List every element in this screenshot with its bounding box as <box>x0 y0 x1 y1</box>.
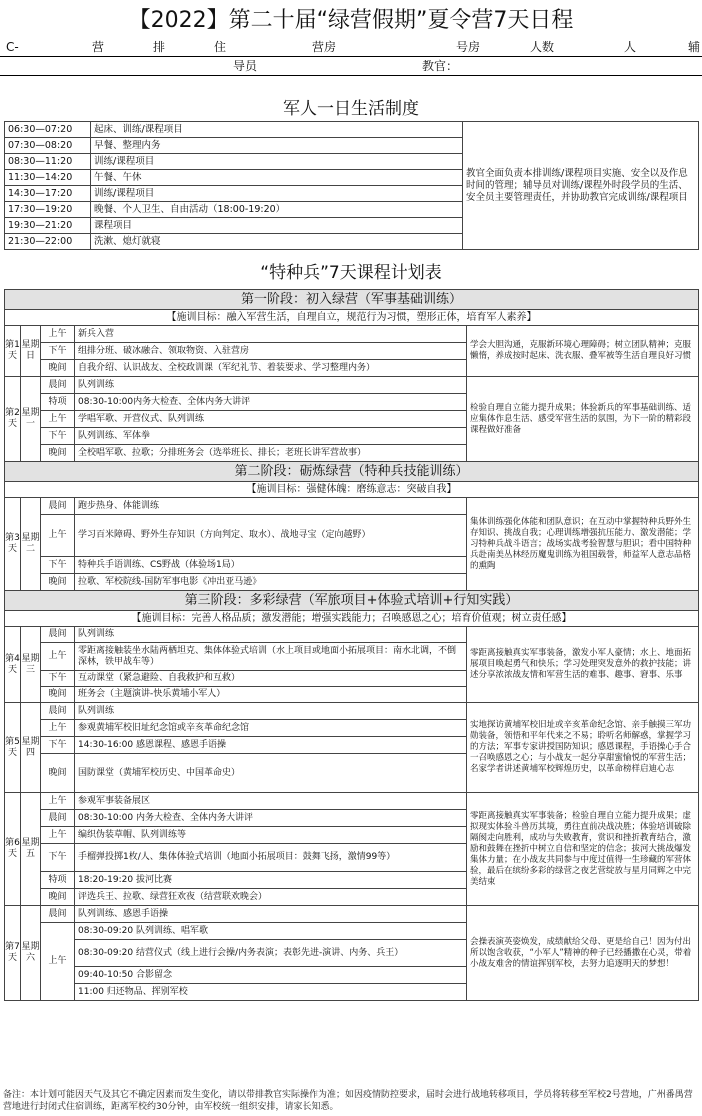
content-cell: 队列训练、军体拳 <box>75 428 467 445</box>
activity-cell: 起床、训练/课程项目 <box>91 122 463 138</box>
day-summary: 集体训练强化体能和团队意识；在互动中掌握特种兵野外生存知识、挑战自我；心理训练增强抗压能力、激发潜能；学习特种兵战斗语言；战场实战考验智慧与胆识；看中国特种兵赴南美丛林经历魔鬼训练为祖国载誉，师益军人意志品格的熏陶 <box>467 498 699 591</box>
slot-cell: 特项 <box>41 394 75 411</box>
day-summary: 会操表演英姿焕发，成绩献给父母、更是给自己！因为付出所以饱含收获，“小军人”精神的种子已经播撒在心灵，带着小战友难舍的情谊挥别军校，去努力追逐明天的梦想！ <box>467 906 699 1001</box>
content-cell: 学唱军歌、开营仪式、队列训练 <box>75 411 467 428</box>
plan-table <box>4 289 699 1001</box>
content-cell: 全校唱军歌、拉歌；分排班务会（选举班长、排长；老班长讲军营故事） <box>75 445 467 462</box>
content-cell: 学习百米障碍、野外生存知识（方向判定、取水）、战地寻宝（定向越野） <box>75 515 467 557</box>
day-label: 第4天 <box>5 627 21 703</box>
slot-cell: 晨间 <box>41 377 75 394</box>
slot-cell: 晨间 <box>41 627 75 643</box>
weekday-label: 星期四 <box>21 703 41 793</box>
phase-title-row <box>5 290 699 310</box>
content-cell: 班务会（主题演讲-快乐黄埔小军人） <box>75 687 467 703</box>
slot-cell: 下午 <box>41 557 75 574</box>
phase-goal: 【施训目标：完善人格品质；激发潜能；增强实践能力；召唤感恩之心；培育价值观；树立责任感】 <box>5 611 699 627</box>
slot-cell: 晚间 <box>41 754 75 793</box>
platoon-label: 排 <box>153 40 166 54</box>
content-cell: 18:20-19:20 拔河比赛 <box>75 872 467 889</box>
slot-cell: 上午 <box>41 515 75 557</box>
activity-cell: 训练/课程项目 <box>91 186 463 202</box>
slot-cell: 晚间 <box>41 687 75 703</box>
page-title: 【2022】第二十届“绿营假期”夏令营7天日程 <box>128 8 574 33</box>
content-cell: 国防课堂（黄埔军校历史、中国革命史） <box>75 754 467 793</box>
content-cell: 新兵入营 <box>75 326 467 343</box>
slot-cell: 晚间 <box>41 445 75 462</box>
phase-goal-row <box>5 310 699 326</box>
activity-cell: 课程项目 <box>91 218 463 234</box>
time-cell: 17:30—19:20 <box>5 202 91 218</box>
phase-goal-row <box>5 611 699 627</box>
headcount-label: 人数 <box>530 40 555 54</box>
slot-cell: 上午 <box>41 923 75 1001</box>
barracks-label: 营房 <box>312 40 337 54</box>
weekday-label: 星期五 <box>21 793 41 906</box>
counselor-label: 辅 <box>688 40 701 54</box>
slot-cell: 下午 <box>41 343 75 360</box>
time-cell: 06:30—07:20 <box>5 122 91 138</box>
slot-cell: 晚间 <box>41 574 75 591</box>
phase-title: 第二阶段：砺炼绿营（特种兵技能训练） <box>5 462 699 482</box>
slot-cell: 下午 <box>41 428 75 445</box>
time-cell: 07:30—08:20 <box>5 138 91 154</box>
day-label: 第5天 <box>5 703 21 793</box>
content-cell: 编织伪装草帽、队列训练等 <box>75 827 467 844</box>
slot-cell: 晚间 <box>41 889 75 906</box>
time-cell: 14:30—17:20 <box>5 186 91 202</box>
weekday-label: 星期日 <box>21 326 41 377</box>
day-label: 第7天 <box>5 906 21 1001</box>
content-cell: 参观军事装备展区 <box>75 793 467 810</box>
day-label: 第1天 <box>5 326 21 377</box>
content-cell: 08:30-09:20 队列训练、唱军歌 <box>75 923 467 940</box>
header-underline-2 <box>0 75 702 76</box>
daily-note: 教官全面负责本排训练/课程项目实施、安全以及作息时间的管理；辅导员对训练/课程外时段学员的生活、安全员主要管理责任，并协助教官完成训练/课程项目 <box>463 122 699 250</box>
content-cell: 互动课堂（紧急避险、自我救护和互救） <box>75 671 467 687</box>
counselor-label-2: 导员 <box>233 59 258 73</box>
day-summary: 零距离接触真实军事装备，激发小军人豪情；水上、地面拓展项目唤起勇气和快乐；学习处理突发意外的救护技能；讲述分享浓浓战友情和军营生活的难事、趣事、窘事、乐事 <box>467 627 699 703</box>
weekday-label: 星期一 <box>21 377 41 462</box>
content-cell: 跑步热身、体能训练 <box>75 498 467 515</box>
time-cell: 21:30—22:00 <box>5 234 91 250</box>
content-cell: 自我介绍、认识战友、全校政训课（军纪礼节、着装要求、学习整理内务） <box>75 360 467 377</box>
time-cell: 08:30—11:20 <box>5 154 91 170</box>
day-summary: 检验自理自立能力提升成果；体验新兵的军事基础训练、适应集体作息生活、感受军营生活的氛围，为下一阶的精彩段课程做好准备 <box>467 377 699 462</box>
weekday-label: 星期六 <box>21 906 41 1001</box>
header-underline-1 <box>0 56 702 57</box>
daily-schedule-title: 军人一日生活制度 <box>283 99 419 119</box>
content-cell: 11:00 归还物品、挥别军校 <box>75 984 467 1001</box>
slot-cell: 下午 <box>41 737 75 754</box>
camp-code-label: C- <box>6 40 19 54</box>
content-cell: 14:30-16:00 感恩课程、感恩手语操 <box>75 737 467 754</box>
time-cell: 11:30—14:20 <box>5 170 91 186</box>
instructor-label: 教官： <box>422 59 459 73</box>
person-label: 人 <box>624 40 637 54</box>
activity-cell: 洗漱、熄灯就寝 <box>91 234 463 250</box>
activity-cell: 午餐、午休 <box>91 170 463 186</box>
content-cell: 队列训练 <box>75 627 467 643</box>
table-row <box>5 627 699 643</box>
plan-title: “特种兵”7天课程计划表 <box>260 263 442 283</box>
content-cell: 特种兵手语训练、CS野战（体验场1局） <box>75 557 467 574</box>
weekday-label: 星期三 <box>21 627 41 703</box>
day-summary: 学会大胆沟通，克服新环境心理障碍；树立团队精神；克服懒惰，养成按时起床、洗衣服、叠军被等生活自理良好习惯 <box>467 326 699 377</box>
phase-title: 第三阶段：多彩绿营（军旅项目+体验式培训+行知实践） <box>5 591 699 611</box>
weekday-label: 星期二 <box>21 498 41 591</box>
content-cell: 08:30-09:20 结营仪式（线上进行会操/内务表演；表彰先进-演讲、内务、兵王） <box>75 940 467 967</box>
phase-title-row <box>5 591 699 611</box>
activity-cell: 晚餐、个人卫生、自由活动（18:00-19:20） <box>91 202 463 218</box>
slot-cell: 上午 <box>41 827 75 844</box>
phase-title: 第一阶段：初入绿营（军事基础训练） <box>5 290 699 310</box>
slot-cell: 上午 <box>41 793 75 810</box>
table-row <box>5 793 699 810</box>
slot-cell: 晨间 <box>41 906 75 923</box>
slot-cell: 下午 <box>41 844 75 872</box>
slot-cell: 上午 <box>41 411 75 428</box>
content-cell: 参观黄埔军校旧址纪念馆或辛亥革命纪念馆 <box>75 720 467 737</box>
phase-goal: 【施训目标：融入军营生活，自理自立，规范行为习惯，塑形正体，培育军人素养】 <box>5 310 699 326</box>
content-cell: 拉歌、军校院线-国防军事电影《冲出亚马逊》 <box>75 574 467 591</box>
stay-label: 住 <box>214 40 227 54</box>
slot-cell: 特项 <box>41 872 75 889</box>
content-cell: 评选兵王、拉歌、绿营狂欢夜（结营联欢晚会） <box>75 889 467 906</box>
slot-cell: 上午 <box>41 720 75 737</box>
activity-cell: 训练/课程项目 <box>91 154 463 170</box>
content-cell: 零距离接触装坐水陆两栖坦克、集体体验式培训（水上项目或地面小拓展项目：南水北调，不倒深林，铁甲战车等） <box>75 643 467 671</box>
camp-label: 营 <box>92 40 105 54</box>
content-cell: 08:30-10:00 内务大检查、全体内务大讲评 <box>75 810 467 827</box>
phase-goal-row <box>5 482 699 498</box>
slot-cell: 晨间 <box>41 703 75 720</box>
content-cell: 手榴弹投掷1枚/人、集体体验式培训（地面小拓展项目：鼓舞飞扬，激情99等） <box>75 844 467 872</box>
content-cell: 队列训练 <box>75 703 467 720</box>
slot-cell: 上午 <box>41 643 75 671</box>
day-summary: 实地探访黄埔军校旧址或辛亥革命纪念馆、亲手触摸三军功勋装备，领悟和平年代来之不易；聆听名师解惑，掌握学习的方法；军事专家讲授国防知识；感恩课程，手语操心手合一召唤感恩之心；与小战友一起分享甜蜜愉悦的军营生活；名家学者讲述黄埔军校辉煌历史，以革命榜样启迪心志 <box>467 703 699 793</box>
slot-cell: 下午 <box>41 671 75 687</box>
slot-cell: 上午 <box>41 326 75 343</box>
content-cell: 09:40-10:50 合影留念 <box>75 967 467 984</box>
content-cell: 队列训练、感恩手语操 <box>75 906 467 923</box>
content-cell: 队列训练 <box>75 377 467 394</box>
phase-title-row <box>5 462 699 482</box>
room-label: 号房 <box>456 40 481 54</box>
day-label: 第2天 <box>5 377 21 462</box>
table-row <box>5 906 699 923</box>
slot-cell: 晨间 <box>41 498 75 515</box>
table-row <box>5 498 699 515</box>
table-row <box>5 326 699 343</box>
day-summary: 零距离接触真实军事装备；检验自理自立能力提升成果；虚拟现实体验斗兽历其境，勇往直前决战决胜；体验培训破除隔阂走向胜利，成功与失败教育，赏识和挫折教育结合，激励和鼓舞在挫折中树立自信和坚定的信念；拔河大挑战爆发集体力量；在小战友共同参与中度过值得一生珍藏的军营体验，最后在缤纷多彩的绿营之夜艺营绽放与星月同辉之中完美结束 <box>467 793 699 906</box>
activity-cell: 早餐、整理内务 <box>91 138 463 154</box>
table-row <box>5 377 699 394</box>
day-label: 第3天 <box>5 498 21 591</box>
slot-cell: 晨间 <box>41 810 75 827</box>
footer-note: 备注：本计划可能因天气及其它不确定因素而发生变化，请以带排教官实际操作为准；如因疫情防控要求，届时会进行战地转移项目，学员将转移至军校2号营地，广州番禺营营地进行封闭式住宿训练，距离军校约30分钟，由军校统一组织安排，请家长知悉。 <box>3 1090 693 1112</box>
slot-cell: 晚间 <box>41 360 75 377</box>
content-cell: 08:30-10:00内务大检查、全体内务大讲评 <box>75 394 467 411</box>
content-cell: 组排分班、破冰融合、领取物资、入驻营房 <box>75 343 467 360</box>
table-row <box>5 122 699 138</box>
daily-schedule-table <box>4 121 699 250</box>
phase-goal: 【施训目标：强健体魄：磨练意志：突破自我】 <box>5 482 699 498</box>
table-row <box>5 703 699 720</box>
time-cell: 19:30—21:20 <box>5 218 91 234</box>
day-label: 第6天 <box>5 793 21 906</box>
